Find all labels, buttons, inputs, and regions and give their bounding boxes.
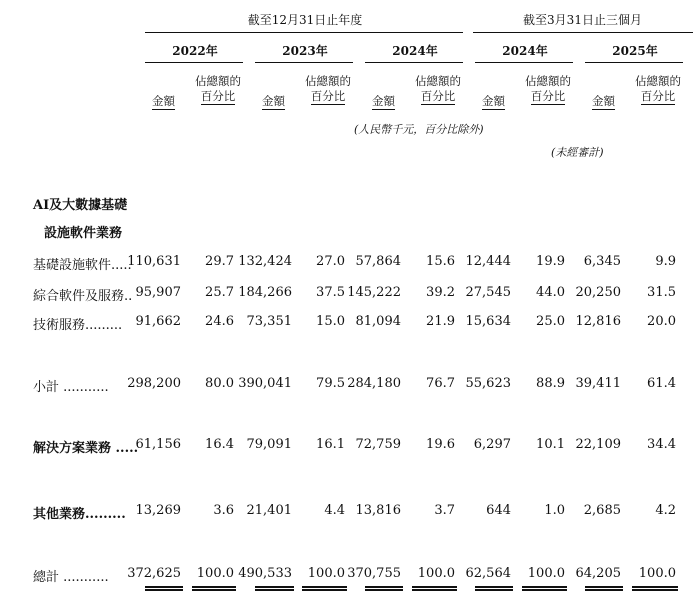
amount-cell: 72,759 [355, 437, 401, 452]
percent-cell: 100.0 [196, 566, 234, 581]
total-double-rule [365, 589, 403, 591]
amount-cell: 21,401 [246, 503, 292, 518]
amount-cell: 372,625 [127, 566, 181, 581]
amount-cell: 145,222 [347, 285, 401, 300]
pct-header-line1: 佔總額的 [525, 74, 571, 88]
row-label: 其他業務......... [33, 507, 126, 522]
year-rule-2023 [255, 62, 353, 63]
amount-cell: 57,864 [355, 254, 401, 269]
amount-cell: 490,533 [238, 566, 292, 581]
amount-cell: 95,907 [135, 285, 181, 300]
amount-cell: 73,351 [246, 314, 292, 329]
row-label: 小計 ........... [33, 380, 109, 395]
amount-cell: 79,091 [246, 437, 292, 452]
year-header-2025-q1: 2025年 [612, 44, 658, 58]
percent-cell: 16.1 [316, 437, 345, 452]
year-header-2023: 2023年 [282, 44, 328, 58]
pct-header-line2: 百分比 [310, 89, 346, 103]
row-label: 綜合軟件及服務.. [33, 289, 133, 304]
percent-cell: 3.6 [213, 503, 234, 518]
amount-cell: 22,109 [575, 437, 621, 452]
percent-cell: 15.6 [426, 254, 455, 269]
percent-cell: 21.9 [426, 314, 455, 329]
total-double-rule [145, 589, 183, 591]
period-quarter-rule [473, 32, 693, 33]
pct-header [412, 74, 464, 104]
section-heading-line1: AI及大數據基礎 [33, 198, 128, 213]
percent-cell: 4.2 [655, 503, 676, 518]
row-label: 解決方案業務 ..... [33, 441, 139, 456]
percent-cell: 44.0 [536, 285, 565, 300]
amount-cell: 61,156 [135, 437, 181, 452]
pct-header-line1: 佔總額的 [635, 74, 681, 88]
percent-cell: 19.9 [536, 254, 565, 269]
amount-header: 金額 [262, 94, 285, 108]
section-heading-line2: 設施軟件業務 [44, 226, 123, 241]
amount-cell: 644 [486, 503, 511, 518]
percent-cell: 16.4 [205, 437, 234, 452]
percent-cell: 20.0 [647, 314, 676, 329]
percent-cell: 1.0 [544, 503, 565, 518]
amount-cell: 184,266 [238, 285, 292, 300]
amount-cell: 2,685 [583, 503, 621, 518]
percent-cell: 29.7 [205, 254, 234, 269]
total-double-rule [475, 586, 513, 588]
amount-cell: 64,205 [575, 566, 621, 581]
total-double-rule [302, 586, 347, 588]
percent-cell: 100.0 [638, 566, 676, 581]
percent-cell: 61.4 [647, 376, 676, 391]
pct-header-line1: 佔總額的 [195, 74, 241, 88]
pct-header [192, 74, 244, 104]
total-double-rule [632, 589, 678, 591]
pct-header-line1: 佔總額的 [415, 74, 461, 88]
total-double-rule [412, 589, 457, 591]
year-rule-2024 [365, 62, 463, 63]
percent-cell: 24.6 [205, 314, 234, 329]
percent-cell: 10.1 [536, 437, 565, 452]
amount-cell: 6,345 [583, 254, 621, 269]
amount-cell: 390,041 [238, 376, 292, 391]
row-label: 技術服務......... [33, 318, 123, 333]
total-double-rule [302, 589, 347, 591]
unaudited-note: (未經審計) [551, 146, 604, 159]
period-annual-rule [145, 32, 463, 33]
percent-cell: 88.9 [536, 376, 565, 391]
percent-cell: 76.7 [426, 376, 455, 391]
total-double-rule [365, 586, 403, 588]
percent-cell: 3.7 [434, 503, 455, 518]
pct-header-line1: 佔總額的 [305, 74, 351, 88]
percent-cell: 19.6 [426, 437, 455, 452]
total-double-rule [255, 586, 294, 588]
percent-cell: 9.9 [655, 254, 676, 269]
amount-cell: 55,623 [465, 376, 511, 391]
percent-cell: 4.4 [324, 503, 345, 518]
total-double-rule [255, 589, 294, 591]
year-header-2024-q1: 2024年 [502, 44, 548, 58]
amount-cell: 13,816 [355, 503, 401, 518]
pct-header-line2: 百分比 [530, 89, 566, 103]
year-header-2024: 2024年 [392, 44, 438, 58]
amount-header: 金額 [152, 94, 175, 108]
total-double-rule [475, 589, 513, 591]
pct-header-line2: 百分比 [200, 89, 236, 103]
year-header-2022: 2022年 [172, 44, 218, 58]
percent-cell: 79.5 [316, 376, 345, 391]
percent-cell: 27.0 [316, 254, 345, 269]
amount-header: 金額 [372, 94, 395, 108]
amount-header: 金額 [592, 94, 615, 108]
pct-header-line2: 百分比 [640, 89, 676, 103]
total-double-rule [585, 586, 623, 588]
amount-cell: 13,269 [135, 503, 181, 518]
amount-cell: 110,631 [127, 254, 181, 269]
amount-cell: 62,564 [465, 566, 511, 581]
percent-cell: 25.7 [205, 285, 234, 300]
pct-header [522, 74, 574, 104]
percent-cell: 34.4 [647, 437, 676, 452]
amount-cell: 15,634 [465, 314, 511, 329]
percent-cell: 100.0 [307, 566, 345, 581]
amount-header: 金額 [482, 94, 505, 108]
amount-cell: 12,816 [575, 314, 621, 329]
pct-header [302, 74, 354, 104]
percent-cell: 25.0 [536, 314, 565, 329]
percent-cell: 37.5 [316, 285, 345, 300]
year-rule-2025-q1 [585, 62, 683, 63]
amount-cell: 284,180 [347, 376, 401, 391]
percent-cell: 31.5 [647, 285, 676, 300]
amount-cell: 132,424 [238, 254, 292, 269]
percent-cell: 39.2 [426, 285, 455, 300]
year-rule-2024-q1 [475, 62, 573, 63]
amount-cell: 12,444 [465, 254, 511, 269]
year-rule-2022 [145, 62, 243, 63]
amount-cell: 81,094 [355, 314, 401, 329]
row-label: 總計 ........... [33, 570, 109, 585]
pct-header [632, 74, 684, 104]
total-double-rule [522, 586, 567, 588]
amount-cell: 298,200 [127, 376, 181, 391]
total-double-rule [145, 586, 183, 588]
amount-cell: 27,545 [465, 285, 511, 300]
percent-cell: 100.0 [527, 566, 565, 581]
total-double-rule [412, 586, 457, 588]
total-double-rule [192, 589, 236, 591]
amount-cell: 6,297 [473, 437, 511, 452]
pct-header-line2: 百分比 [420, 89, 456, 103]
total-double-rule [192, 586, 236, 588]
total-double-rule [585, 589, 623, 591]
period-quarter-header: 截至3月31日止三個月 [523, 13, 642, 27]
row-label: 基礎設施軟件..... [33, 258, 132, 273]
amount-cell: 91,662 [135, 314, 181, 329]
total-double-rule [522, 589, 567, 591]
unit-note: (人民幣千元，百分比除外) [354, 123, 484, 136]
percent-cell: 80.0 [205, 376, 234, 391]
percent-cell: 100.0 [417, 566, 455, 581]
amount-cell: 20,250 [575, 285, 621, 300]
total-double-rule [632, 586, 678, 588]
amount-cell: 370,755 [347, 566, 401, 581]
period-annual-header: 截至12月31日止年度 [247, 13, 363, 27]
percent-cell: 15.0 [316, 314, 345, 329]
amount-cell: 39,411 [575, 376, 621, 391]
